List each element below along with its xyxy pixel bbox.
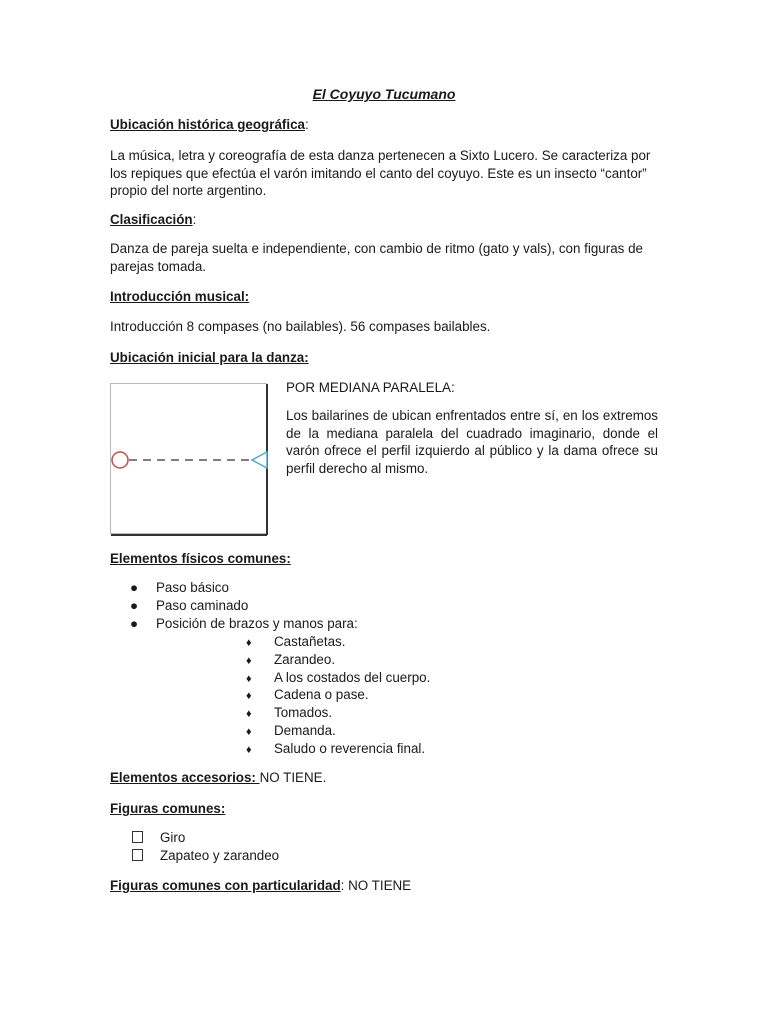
heading-figuras-particularidad: Figuras comunes con particularidad — [110, 878, 341, 893]
list-item — [130, 579, 430, 597]
bullet-dot-icon: ● — [130, 616, 139, 631]
sub-list-item-label: Saludo o reverencia final. — [274, 740, 426, 756]
list-item — [130, 829, 279, 847]
section-clasificacion — [110, 211, 660, 229]
paragraph-ubicacion-inicial: Los bailarines de ubican enfrentados entre sí, en los extremos de la mediana paralela del cuadrado imaginario, donde el varón ofrece el perfil izquierdo al público y la dama ofrece su perfil derecho al mismo. — [286, 408, 658, 476]
heading-ubicacion-inicial: Ubicación inicial para la danza: — [110, 350, 309, 365]
list-item — [130, 597, 430, 615]
paragraph-introduccion: Introducción 8 compases (no bailables). 56 compases bailables. — [110, 319, 491, 334]
diagram-subtitle: POR MEDIANA PARALELA: — [286, 380, 455, 395]
sub-list-item-label: Castañetas. — [274, 634, 346, 649]
sub-list-item-label: A los costados del cuerpo. — [274, 669, 431, 685]
list-item-label: Paso básico — [156, 580, 229, 595]
section-figuras-particularidad — [110, 877, 660, 895]
sub-list-item-label: Demanda. — [274, 722, 336, 738]
sub-list-item — [130, 651, 430, 669]
diamond-bullet-icon: ♦ — [246, 725, 252, 738]
list-item-label: Giro — [160, 830, 186, 845]
list-item-label: Paso caminado — [156, 598, 249, 613]
diamond-bullet-icon: ♦ — [246, 690, 252, 703]
bullet-dot-icon: ● — [130, 598, 139, 613]
figuras-particularidad-value: : NO TIENE — [340, 878, 412, 893]
varon-circle-icon — [112, 452, 128, 468]
sub-list-item — [130, 686, 430, 704]
diamond-bullet-icon: ♦ — [246, 672, 252, 685]
diamond-bullet-icon: ♦ — [246, 637, 252, 649]
sub-list-item — [130, 740, 430, 758]
sub-list-item-label: Tomados. — [274, 705, 333, 721]
diamond-bullet-icon: ♦ — [246, 708, 252, 721]
position-diagram — [110, 383, 269, 536]
document-title: El Coyuyo Tucumano — [312, 86, 456, 102]
heading-elementos-fisicos: Elementos físicos comunes: — [110, 551, 291, 566]
list-item — [130, 615, 430, 633]
sub-list-item — [130, 669, 430, 687]
position-diagram-svg — [110, 383, 269, 536]
figuras-comunes-list — [130, 829, 279, 865]
list-item-label: Posición de brazos y manos para: — [156, 616, 358, 631]
heading-introduccion: Introducción musical: — [110, 289, 250, 304]
list-item-label: Zapateo y zarandeo — [160, 848, 280, 863]
paragraph-ubicacion-historica: La música, letra y coreografía de esta danza pertenecen a Sixto Lucero. Se caracteriza por los repiques que efectúa el varón imitando el canto del coyuyo. Este es un insecto “cantor” propio del norte argentino. — [110, 148, 651, 198]
diagram-frame — [111, 384, 267, 534]
checkbox-square-icon — [132, 831, 143, 843]
section-elementos-accesorios — [110, 769, 660, 787]
sub-list-item — [130, 633, 430, 651]
diamond-bullet-icon: ♦ — [246, 743, 252, 756]
heading-elementos-accesorios: Elementos accesorios: — [110, 770, 260, 785]
sub-list-item-label: Cadena o pase. — [274, 687, 369, 703]
sub-list-item-label: Zarandeo. — [274, 651, 336, 667]
sub-list-item — [130, 704, 430, 722]
heading-figuras-comunes: Figuras comunes: — [110, 801, 226, 816]
sub-list-item — [130, 722, 430, 740]
heading-clasificacion: Clasificación — [110, 212, 193, 227]
diamond-bullet-icon: ♦ — [246, 654, 252, 667]
bullet-dot-icon: ● — [130, 580, 139, 595]
checkbox-square-icon — [132, 849, 143, 861]
elementos-accesorios-value: NO TIENE. — [259, 770, 327, 785]
heading-colon: : — [192, 212, 197, 227]
elementos-fisicos-list — [130, 579, 430, 758]
heading-ubicacion-historica: Ubicación histórica geográfica — [110, 117, 305, 132]
section-ubicacion-historica — [110, 116, 660, 134]
paragraph-clasificacion: Danza de pareja suelta e independiente, con cambio de ritmo (gato y vals), con figuras de parejas tomada. — [110, 241, 643, 274]
heading-colon: : — [304, 117, 309, 132]
list-item — [130, 847, 279, 865]
